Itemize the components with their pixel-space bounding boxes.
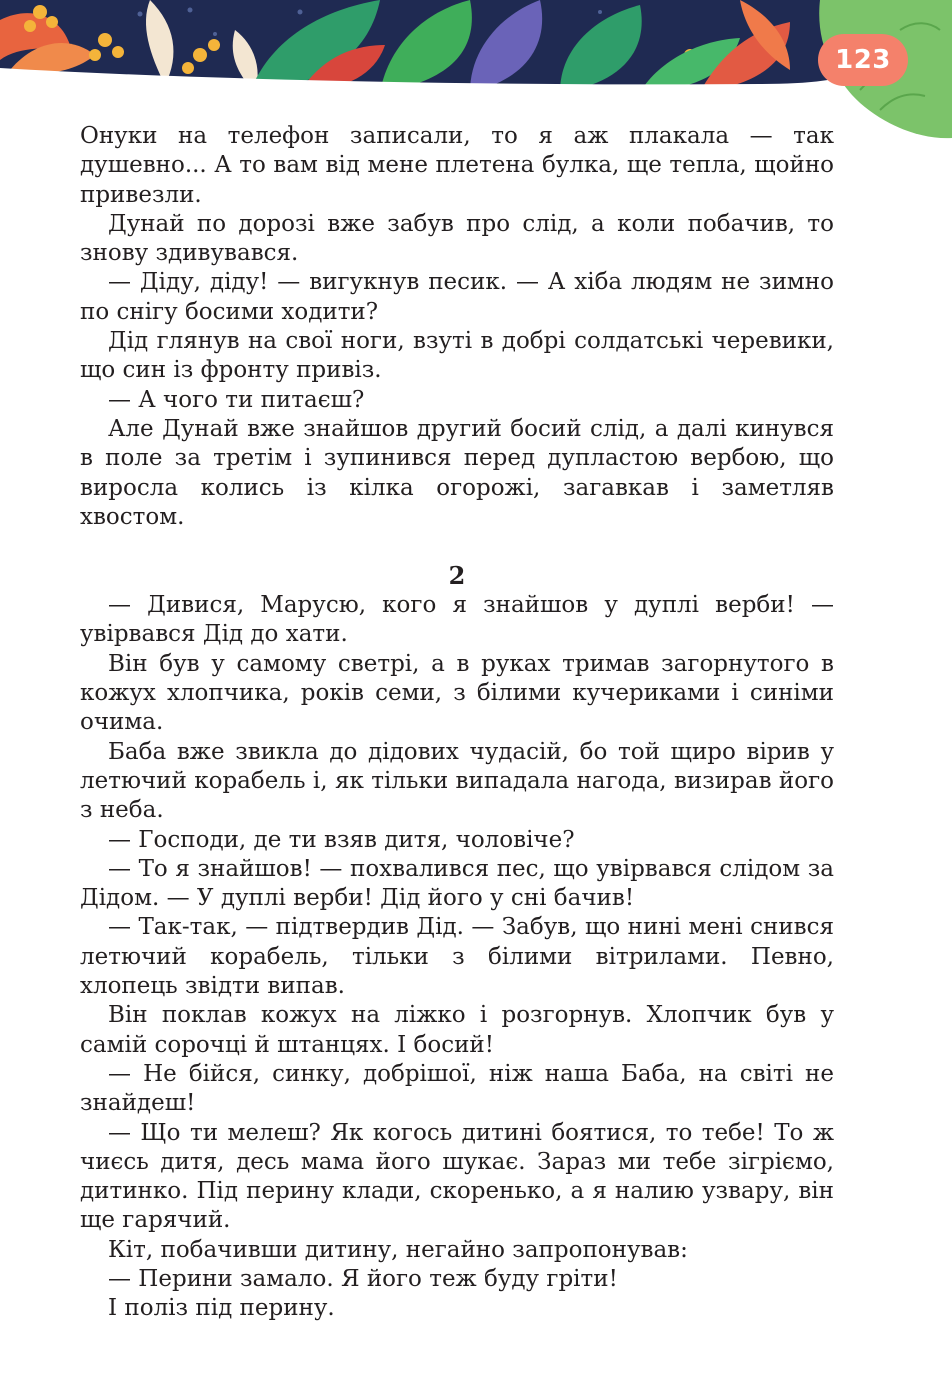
paragraph: — Не бійся, синку, добрішої, ніж наша Баба, на світі не знайдеш!: [80, 1060, 834, 1117]
paragraph: Кіт, побачивши дитину, негайно запропонував:: [108, 1236, 688, 1263]
paragraph: Баба вже звикла до дідових чудасій, бо той щиро вірив у летючий корабель і, як тільки випадала нагода, визирав його з неба.: [80, 738, 834, 824]
paragraph: — Так-так, — підтвердив Дід. — Забув, що нині мені снився летючий корабель, тільки з білими вітрилами. Певно, хлопець звідти випав.: [80, 914, 834, 1000]
paragraph: Він поклав кожух на ліжко і розгорнув. Хлопчик був у самій сорочці й штанцях. І босий!: [80, 1002, 834, 1058]
paragraph: Але Дунай вже знайшов другий босий слід, а далі кинувся в поле за третім і зупинився перед дупластою вербою, що виросла колись із кілка огорожі, загавкав і заметляв хвостом.: [80, 415, 834, 530]
page-number-badge: 123: [818, 34, 908, 86]
chapter-number: 2: [448, 561, 466, 591]
paragraph: Онуки на телефон записали, то я аж плакала — так душевно... А то вам від мене плетена булка, ще тепла, щойно привезли.: [80, 123, 834, 208]
paragraph: Він був у самому светрі, а в руках тримав загорнутого в кожух хлопчика, років семи, з білими кучериками і синіми очима.: [80, 650, 834, 736]
paragraph: І поліз під перину.: [108, 1295, 335, 1322]
paragraph: — Дивися, Марусю, кого я знайшов у дуплі верби! — увірвався Дід до хати.: [80, 592, 834, 648]
paragraph: — Господи, де ти взяв дитя, чоловіче?: [108, 826, 575, 853]
paragraph: — Що ти мелеш? Як когось дитині боятися, то тебе! То ж чиєсь дитя, десь мама його шукає. Зараз ми тебе зігріємо, дитинко. Під перину клади, скоренько, а я налию узвару, він ще гарячий.: [80, 1119, 834, 1234]
paragraph: — Перини замало. Я його теж буду гріти!: [108, 1265, 618, 1292]
paragraph: — Діду, діду! — вигукнув песик. — А хіба людям не зимно по снігу босими ходити?: [80, 269, 834, 325]
paragraph: — А чого ти питаєш?: [108, 386, 365, 413]
paragraph: Дунай по дорозі вже забув про слід, а коли побачив, то знову здивувався.: [80, 210, 834, 267]
paragraph: — То я знайшов! — похвалився пес, що увірвався слідом за Дідом. — У дуплі верби! Дід його у сні бачив!: [80, 855, 834, 912]
paragraph: Дід глянув на свої ноги, взуті в добрі солдатські черевики, що син із фронту привіз.: [80, 328, 834, 384]
story-text: [80, 122, 834, 1324]
